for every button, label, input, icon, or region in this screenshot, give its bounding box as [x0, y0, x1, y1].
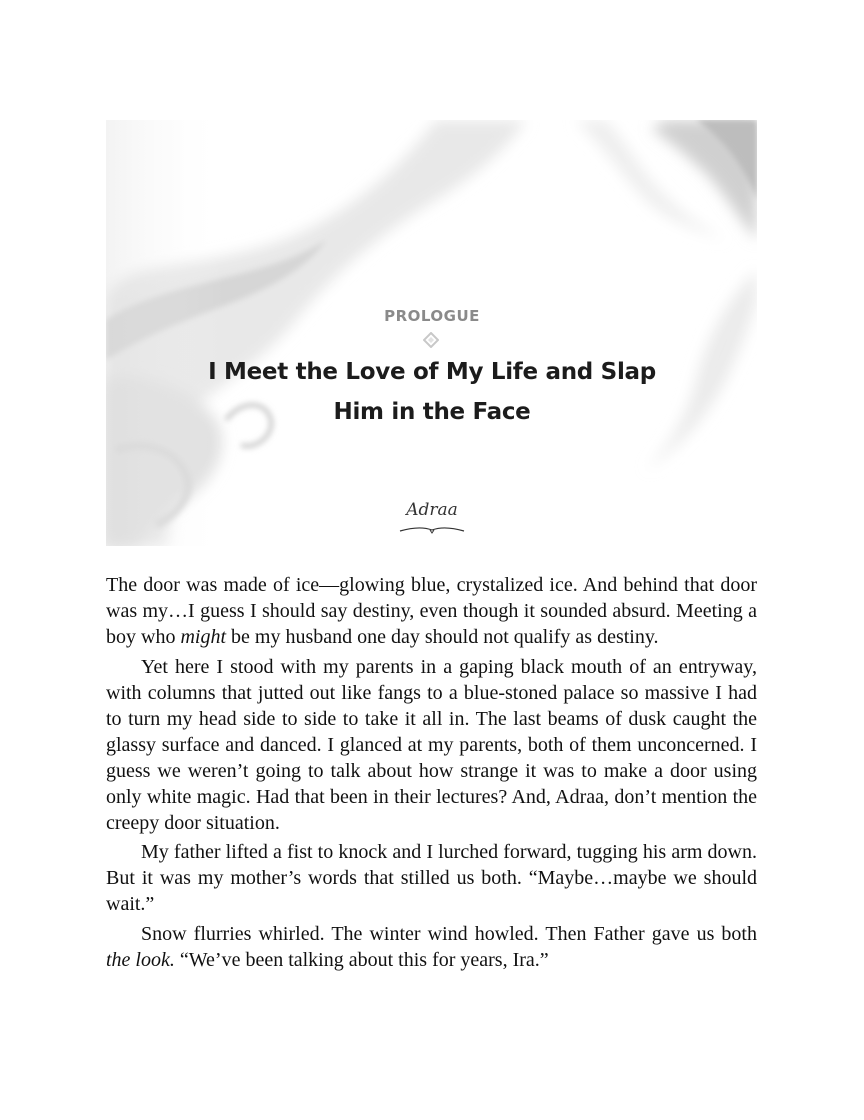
paragraph-1 [106, 572, 757, 650]
pov-character-name: Adraa [406, 500, 458, 520]
chapter-body-text [106, 572, 757, 976]
diamond-ornament-icon [423, 332, 439, 348]
paragraph-2: Yet here I stood with my parents in a gaping black mouth of an entryway, with columns that jutted out like fangs to a blue-stoned palace so massive I had to turn my head side to side to take it all in. The last beams of dusk caught the glassy surface and danced. I glanced at my parents, both of them unconcerned. I guess we weren’t going to talk about how strange it was to make a door using only white magic. Had that been in their lectures? And, Adraa, don’t mention the creepy door situation. [106, 655, 757, 834]
paragraph-3: My father lifted a fist to knock and I lurched forward, tugging his arm down. But it was my mother’s words that stilled us both. “Maybe…maybe we should wait.” [106, 841, 757, 915]
paragraph-4-text-a: Snow flurries whirled. The winter wind howled. Then Father gave us both [141, 922, 757, 945]
paragraph-4-text-b: “We’ve been talking about this for years, Ira.” [174, 948, 549, 971]
paragraph-4-emphasis: the look. [106, 948, 175, 971]
chapter-label: PROLOGUE [384, 307, 480, 325]
paragraph-1-text-b: be my husband one day should not qualify as destiny. [226, 626, 659, 648]
chapter-title [0, 352, 864, 432]
chapter-title-line-2: Him in the Face [333, 399, 531, 425]
paragraph-4 [106, 921, 757, 973]
paragraph-1-text-a: The door was made of ice—glowing blue, crystalized ice. And behind that door was my…I guess I should say destiny, even though it sounded absurd. Meeting a boy who [106, 574, 757, 648]
paragraph-1-emphasis: might [180, 626, 227, 648]
chapter-title-line-1: I Meet the Love of My Life and Slap [208, 359, 656, 385]
flourish-divider-icon [399, 525, 465, 535]
